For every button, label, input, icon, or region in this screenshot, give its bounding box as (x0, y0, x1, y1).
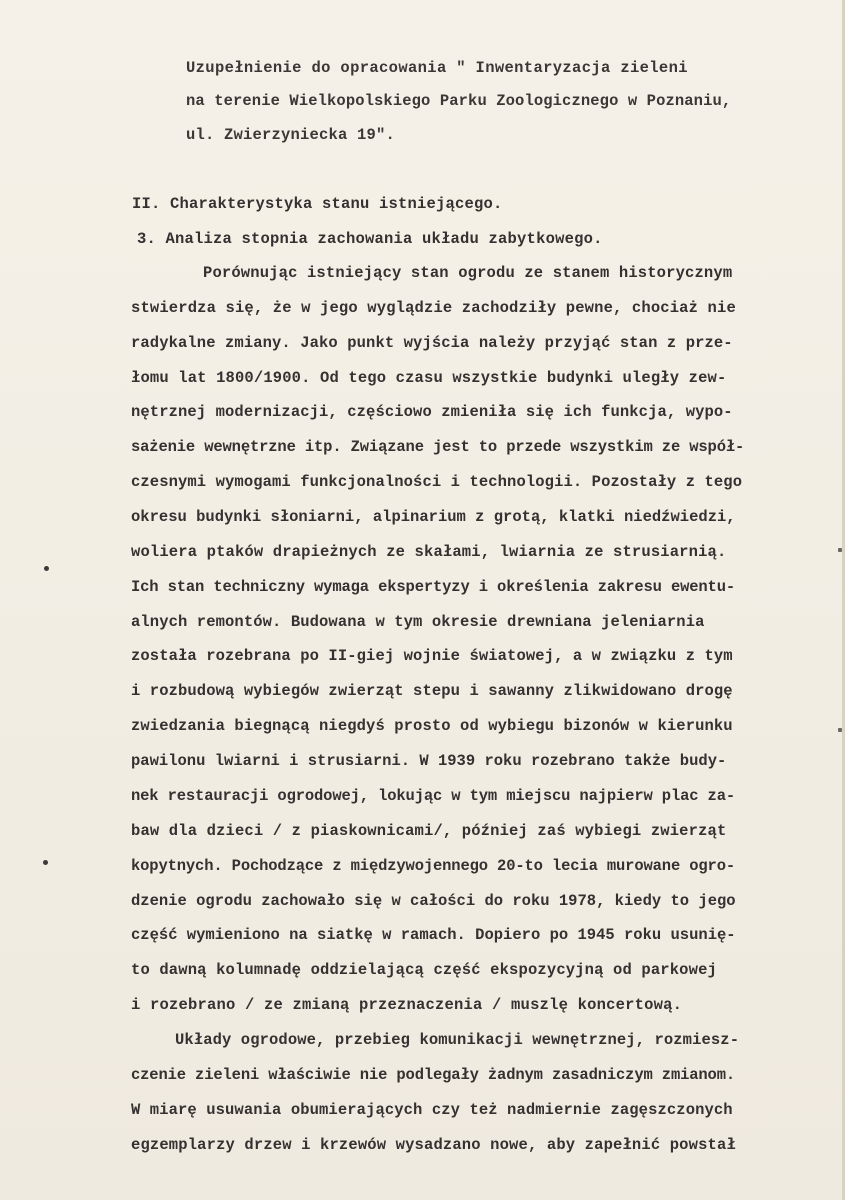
edge-speck (838, 728, 842, 732)
header-line: ul. Zwierzyniecka 19". (186, 126, 396, 144)
body-line: to dawną kolumnadę oddzielającą część ekspozycyjną od parkowej (131, 961, 717, 979)
body-line: i rozbudową wybiegów zwierząt stepu i sawanny zlikwidowano drogę (131, 682, 733, 700)
body-line: alnych remontów. Budowana w tym okresie drewniana jeleniarnia (131, 613, 705, 631)
section-heading: II. Charakterystyka stanu istniejącego. (132, 195, 503, 213)
body-line: stwierdza się, że w jego wyglądzie zachodziły pewne, chociaż nie (131, 299, 736, 317)
body-line: została rozebrana po II-giej wojnie światowej, a w związku z tym (131, 647, 733, 665)
header-line: Uzupełnienie do opracowania " Inwentaryzacja zieleni (186, 59, 688, 77)
body-line: część wymieniono na siatkę w ramach. Dopiero po 1945 roku usunię- (131, 926, 736, 944)
body-line: czenie zieleni właściwie nie podlegały żadnym zasadniczym zmianom. (131, 1066, 736, 1084)
body-line: woliera ptaków drapieżnych ze skałami, lwiarnia ze strusiarnią. (131, 543, 727, 561)
body-line: baw dla dzieci / z piaskownicami/, później zaś wybiegi zwierząt (131, 822, 727, 840)
body-line: pawilonu lwiarni i strusiarni. W 1939 roku rozebrano także budy- (131, 752, 727, 770)
body-line: zwiedzania biegnącą niegdyś prosto od wybiegu bizonów w kierunku (131, 717, 733, 735)
body-line: kopytnych. Pochodzące z międzywojennego 20-to lecia murowane ogro- (131, 857, 736, 875)
body-line: i rozebrano / ze zmianą przeznaczenia / muszlę koncertową. (131, 996, 683, 1014)
body-line: czesnymi wymogami funkcjonalności i technologii. Pozostały z tego (131, 473, 743, 491)
margin-mark (44, 566, 49, 571)
body-line: sażenie wewnętrzne itp. Związane jest to przede wszystkim ze współ- (131, 438, 745, 456)
body-line: łomu lat 1800/1900. Od tego czasu wszystkie budynki uległy zew- (131, 369, 727, 387)
edge-speck (838, 548, 842, 552)
body-line: nek restauracji ogrodowej, lokując w tym miejscu najpierw plac za- (131, 787, 736, 805)
body-line: W miarę usuwania obumierających czy też nadmiernie zagęszczonych (131, 1101, 733, 1119)
body-line: okresu budynki słoniarni, alpinarium z grotą, klatki niedźwiedzi, (131, 508, 736, 526)
body-line: nętrznej modernizacji, częściowo zmieniła się ich funkcja, wypo- (131, 403, 733, 421)
body-line: radykalne zmiany. Jako punkt wyjścia należy przyjąć stan z prze- (131, 334, 733, 352)
margin-mark (43, 860, 48, 865)
body-line: dzenie ogrodu zachowało się w całości do roku 1978, kiedy to jego (131, 892, 736, 910)
body-line: Ich stan techniczny wymaga ekspertyzy i określenia zakresu ewentu- (131, 578, 736, 596)
header-line: na terenie Wielkopolskiego Parku Zoologicznego w Poznaniu, (186, 92, 732, 110)
body-line: egzemplarzy drzew i krzewów wysadzano nowe, aby zapełnić powstał (131, 1136, 736, 1154)
section-subheading: 3. Analiza stopnia zachowania układu zabytkowego. (137, 230, 603, 248)
body-line: Porównując istniejący stan ogrodu ze stanem historycznym (203, 264, 733, 282)
body-line: Układy ogrodowe, przebieg komunikacji wewnętrznej, rozmiesz- (175, 1031, 740, 1049)
